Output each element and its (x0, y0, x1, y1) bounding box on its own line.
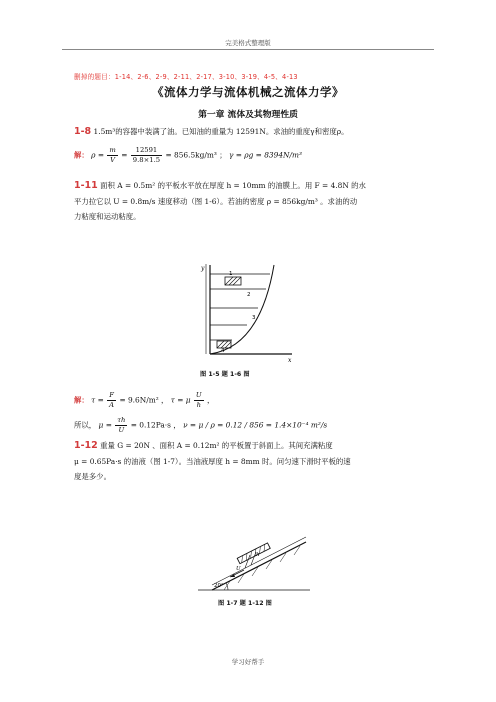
velocity-label: U (236, 566, 241, 572)
layer-label-1: 1 (229, 271, 233, 277)
viscosity-fraction: $\frac{\tau h}{U}$ (117, 416, 126, 434)
x-axis-label: x (288, 357, 292, 364)
problem-text-line1: 重量 G = 20N 、面积 A = 0.12m² 的平板置于斜面上。其间充满粘度 (100, 441, 333, 450)
problem-text-line2: μ = 0.65Pa·s 的油液（图 1-7）。当油液厚度 h = 8mm 时。问匀速下滑时平板的速 (74, 456, 351, 466)
solution-label: 解： (74, 395, 89, 405)
numeric-fraction: $\frac{12591}{9.8\times 1.5}$ (132, 146, 161, 164)
mass-volume-fraction: $\frac{m}{V}$ (109, 146, 116, 164)
header-divider (62, 49, 434, 50)
specific-weight-result: γ = ρg = 8394N/m³ (228, 150, 302, 160)
problem-text-line3: 度是多少。 (74, 472, 111, 481)
page-footer: 学习好帮手 (231, 658, 265, 666)
problem-text: 1.5m³的容器中装满了油。已知油的重量为 12591N。求油的重度γ和密度ρ。 (93, 127, 349, 136)
density-result: = 856.5kg/m³ ； (165, 150, 227, 160)
kinematic-viscosity-result: ν = μ / ρ = 0.12 / 856 = 1.4×10⁻⁴ m²/s (183, 420, 328, 430)
angle-label: 20° (214, 583, 224, 589)
deleted-questions-notice: 删掉的题目：1-14、2-6、2-9、2-11、2-17、3-10、3-19、4-5、4-13 (74, 73, 298, 81)
layer-label-2: 2 (247, 292, 251, 298)
dynamic-viscosity-result: = 0.12Pa·s ， (130, 420, 181, 430)
solution-1-11-result: 所以， μ = $\frac{\tau h}{U}$ = 0.12Pa·s ， ν = μ / ρ = 0.12 / 856 = 1.4×10⁻⁴ m²/s (74, 416, 328, 434)
rho-symbol: ρ = (91, 150, 105, 160)
layer-label-3: 3 (252, 315, 256, 321)
solution-1-8: 解： ρ = $\frac{m}{V}$ = $\frac{12591}{9.8\times 1.5}$ = 856.5kg/m³ ； γ = ρg = 8394N/m³ (74, 146, 302, 164)
velocity-profile-figure (200, 262, 296, 372)
problem-1-12 (74, 438, 434, 485)
layer-label-4: 4 (221, 348, 225, 354)
force-area-fraction: $\frac{F}{A}$ (109, 391, 115, 409)
problem-number: 1-11 (74, 180, 98, 191)
shear-stress-result: = 9.6N/m² ， (119, 395, 169, 405)
page-header: 完美格式整理版 (225, 39, 271, 47)
chapter-heading: 第一章 流体及其物理性质 (198, 110, 298, 120)
figure-1-6-caption: 图 1-5 题 1-6 图 (200, 371, 250, 378)
problem-text-line3: 力粘度和运动粘度。 (74, 212, 141, 221)
problem-1-11 (74, 178, 434, 225)
solution-label: 解： (74, 150, 89, 160)
thickness-label: h (256, 552, 260, 558)
inclined-plane-figure (194, 530, 314, 596)
problem-text-line1: 面积 A = 0.5m² 的平板水平放在厚度 h = 10mm 的油膜上。用 F = 4.8N 的水 (100, 181, 366, 190)
problem-1-8 (74, 124, 434, 140)
document-title: 《流体力学与流体机械之流体力学》 (152, 85, 344, 99)
figure-1-7-caption: 图 1-7 题 1-12 图 (218, 600, 272, 607)
y-axis-label: y (201, 265, 205, 272)
problem-number: 1-12 (74, 440, 98, 451)
solution-1-11: 解： τ = $\frac{F}{A}$ = 9.6N/m² ， τ = μ $\frac{U}{h}$ ， (74, 391, 215, 409)
problem-number: 1-8 (74, 126, 92, 137)
velocity-gradient-fraction: $\frac{U}{h}$ (195, 391, 202, 409)
therefore-label: 所以， (74, 420, 97, 430)
problem-text-line2: 平力拉它以 U = 0.8m/s 速度移动（图 1-6）。若油的密度 ρ = 856kg/m³ 。求油的动 (74, 196, 358, 206)
